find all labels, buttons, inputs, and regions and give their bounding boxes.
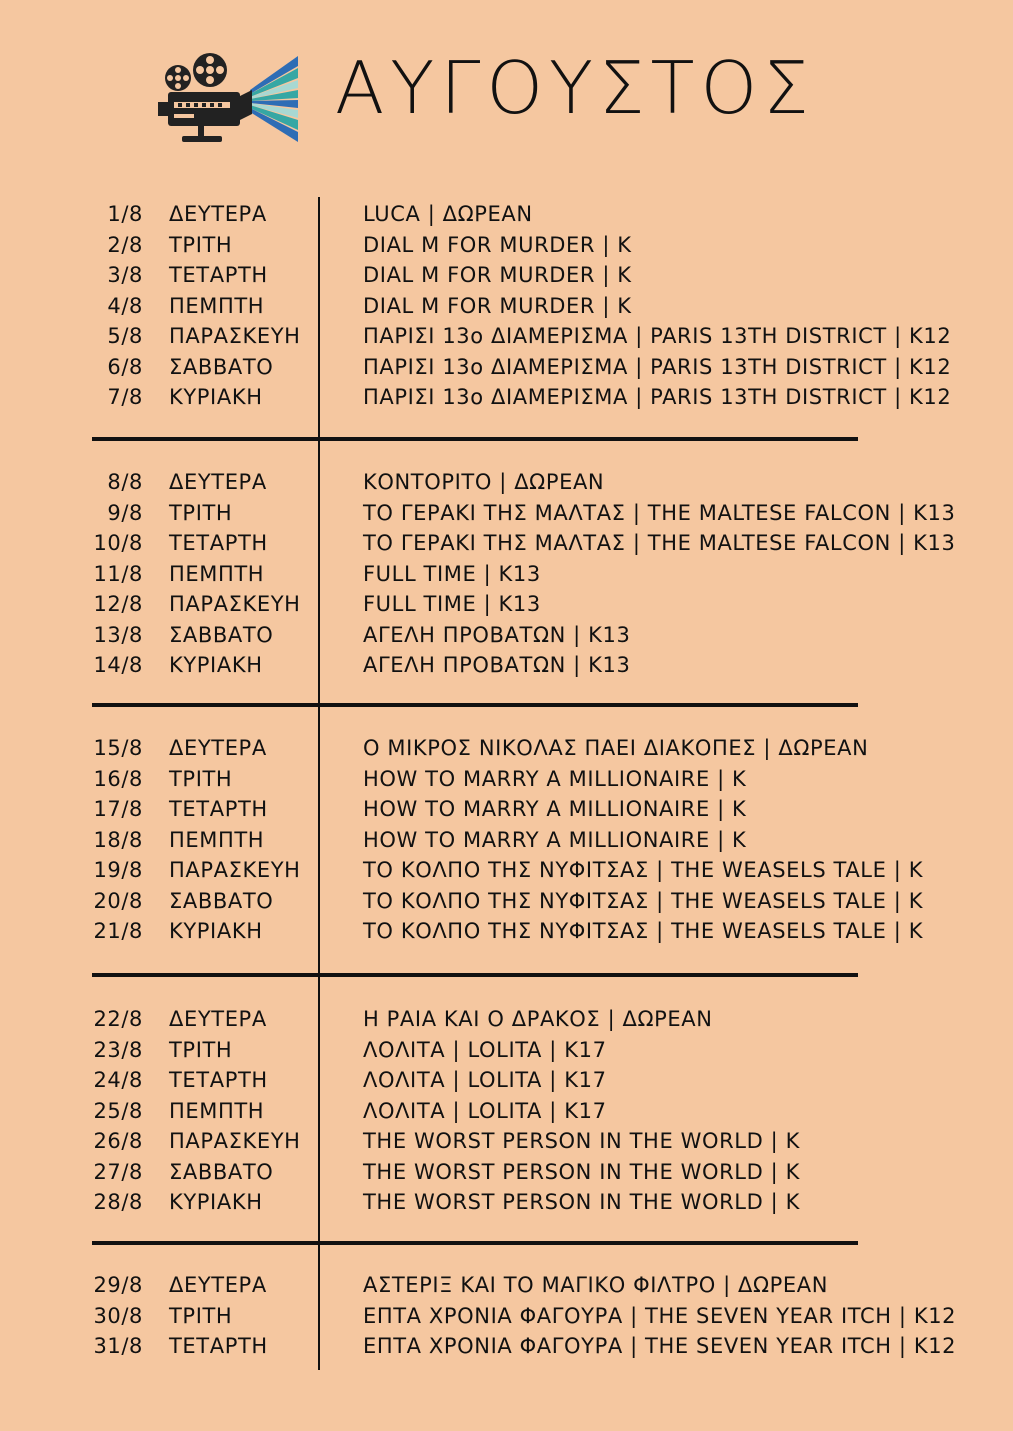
row-date: 10/8 [93, 531, 143, 556]
schedule-row [0, 1301, 1013, 1331]
row-day: ΣΑΒΒΑΤΟ [169, 888, 274, 913]
schedule-row [0, 1157, 1013, 1187]
schedule-row [0, 825, 1013, 855]
row-date: 4/8 [107, 293, 143, 318]
row-day: ΚΥΡΙΑΚΗ [169, 385, 263, 410]
row-day: ΣΑΒΒΑΤΟ [169, 354, 274, 379]
row-date: 24/8 [93, 1068, 143, 1093]
light-beam [250, 56, 298, 142]
schedule-row [0, 291, 1013, 321]
row-day: ΔΕΥΤΕΡΑ [169, 1007, 267, 1031]
row-day: ΚΥΡΙΑΚΗ [169, 1190, 263, 1215]
schedule-row [0, 352, 1013, 382]
row-day: ΤΕΤΑΡΤΗ [169, 797, 268, 822]
week-separator [92, 1241, 858, 1245]
row-date: 30/8 [93, 1303, 143, 1328]
row-date: 8/8 [107, 470, 143, 494]
row-day: ΠΑΡΑΣΚΕΥΗ [169, 1129, 301, 1154]
row-film: LUCA | ΔΩΡΕΑΝ [363, 202, 533, 226]
schedule-row [0, 260, 1013, 290]
row-day: ΔΕΥΤΕΡΑ [169, 736, 267, 760]
header [0, 0, 1013, 170]
row-date: 18/8 [93, 827, 143, 852]
schedule-row [0, 498, 1013, 528]
row-date: 3/8 [107, 263, 143, 288]
page-title: ΑΥΓΟΥΣΤΟΣ [335, 46, 815, 130]
row-day: ΚΥΡΙΑΚΗ [169, 919, 263, 944]
row-day: ΚΥΡΙΑΚΗ [169, 653, 263, 678]
row-day: ΣΑΒΒΑΤΟ [169, 622, 274, 647]
row-film: THE WORST PERSON IN THE WORLD | K [363, 1190, 800, 1215]
schedule-row [0, 733, 1013, 763]
schedule-row [0, 589, 1013, 619]
row-day: ΣΑΒΒΑΤΟ [169, 1159, 274, 1184]
row-film: ΕΠΤΑ ΧΡΟΝΙΑ ΦΑΓΟΥΡΑ | THE SEVEN YEAR ITCH | K12 [363, 1334, 957, 1359]
schedule-row [0, 528, 1013, 558]
schedule-row [0, 794, 1013, 824]
row-film: DIAL M FOR MURDER | K [363, 293, 632, 318]
row-date: 31/8 [93, 1334, 143, 1359]
row-film: FULL TIME | K13 [363, 561, 541, 586]
row-date: 29/8 [93, 1273, 143, 1297]
row-day: ΤΕΤΑΡΤΗ [169, 531, 268, 556]
schedule-row [0, 382, 1013, 412]
row-film: DIAL M FOR MURDER | K [363, 263, 632, 288]
row-day: ΠΕΜΠΤΗ [169, 1098, 265, 1123]
row-film: ΤΟ ΚΟΛΠΟ ΤΗΣ ΝΥΦΙΤΣΑΣ | THE WEASELS TALE | K [363, 888, 924, 913]
film-reel-large [193, 53, 227, 87]
row-film: ΑΓΕΛΗ ΠΡΟΒΑΤΩΝ | K13 [363, 653, 631, 678]
row-film: ΛΟΛΙΤΑ | LOLITA | K17 [363, 1037, 607, 1062]
row-date: 5/8 [107, 324, 143, 349]
row-film: Η ΡΑΙΑ ΚΑΙ Ο ΔΡΑΚΟΣ | ΔΩΡΕΑΝ [363, 1007, 713, 1031]
row-film: ΠΑΡΙΣΙ 13ο ΔΙΑΜΕΡΙΣΜΑ | PARIS 13TH DISTRICT | K12 [363, 385, 952, 410]
row-film: ΤΟ ΓΕΡΑΚΙ ΤΗΣ ΜΑΛΤΑΣ | THE MALTESE FALCON | K13 [363, 500, 956, 525]
row-day: ΤΕΤΑΡΤΗ [169, 1068, 268, 1093]
row-film: HOW TO MARRY A MILLIONAIRE | K [363, 827, 747, 852]
row-film: ΤΟ ΚΟΛΠΟ ΤΗΣ ΝΥΦΙΤΣΑΣ | THE WEASELS TALE | K [363, 858, 924, 883]
row-date: 23/8 [93, 1037, 143, 1062]
row-film: ΛΟΛΙΤΑ | LOLITA | K17 [363, 1068, 607, 1093]
row-day: ΔΕΥΤΕΡΑ [169, 470, 267, 494]
row-day: ΠΕΜΠΤΗ [169, 827, 265, 852]
row-day: ΠΑΡΑΣΚΕΥΗ [169, 858, 301, 883]
row-film: HOW TO MARRY A MILLIONAIRE | K [363, 766, 747, 791]
row-film: HOW TO MARRY A MILLIONAIRE | K [363, 797, 747, 822]
row-day: ΤΡΙΤΗ [169, 766, 233, 791]
schedule-row [0, 1004, 1013, 1034]
row-film: ΛΟΛΙΤΑ | LOLITA | K17 [363, 1098, 607, 1123]
schedule-row [0, 764, 1013, 794]
schedule-row [0, 321, 1013, 351]
row-date: 9/8 [107, 500, 143, 525]
schedule-row [0, 1096, 1013, 1126]
week-separator [92, 703, 858, 707]
schedule-row [0, 1331, 1013, 1361]
row-day: ΠΕΜΠΤΗ [169, 293, 265, 318]
row-date: 13/8 [93, 622, 143, 647]
row-film: ΕΠΤΑ ΧΡΟΝΙΑ ΦΑΓΟΥΡΑ | THE SEVEN YEAR ITCH | K12 [363, 1303, 957, 1328]
row-day: ΔΕΥΤΕΡΑ [169, 1273, 267, 1297]
schedule-row [0, 620, 1013, 650]
row-day: ΤΕΤΑΡΤΗ [169, 263, 268, 288]
row-day: ΠΑΡΑΣΚΕΥΗ [169, 324, 301, 349]
schedule-row [0, 1126, 1013, 1156]
row-day: ΤΡΙΤΗ [169, 1303, 233, 1328]
schedule-row [0, 467, 1013, 497]
row-date: 7/8 [107, 385, 143, 410]
row-day: ΤΡΙΤΗ [169, 500, 233, 525]
row-date: 12/8 [93, 592, 143, 617]
schedule-row [0, 650, 1013, 680]
row-date: 1/8 [107, 202, 143, 226]
schedule-row [0, 916, 1013, 946]
film-projector-icon [158, 52, 300, 146]
row-date: 15/8 [93, 736, 143, 760]
schedule-row [0, 199, 1013, 229]
schedule-row [0, 1187, 1013, 1217]
row-date: 22/8 [93, 1007, 143, 1031]
row-day: ΔΕΥΤΕΡΑ [169, 202, 267, 226]
row-film: ΠΑΡΙΣΙ 13ο ΔΙΑΜΕΡΙΣΜΑ | PARIS 13TH DISTRICT | K12 [363, 324, 952, 349]
schedule-row [0, 1035, 1013, 1065]
row-date: 21/8 [93, 919, 143, 944]
row-date: 27/8 [93, 1159, 143, 1184]
schedule-row [0, 230, 1013, 260]
row-day: ΠΑΡΑΣΚΕΥΗ [169, 592, 301, 617]
row-date: 20/8 [93, 888, 143, 913]
schedule-row [0, 855, 1013, 885]
row-film: ΑΣΤΕΡΙΞ ΚΑΙ ΤΟ ΜΑΓΙΚΟ ΦΙΛΤΡΟ | ΔΩΡΕΑΝ [363, 1273, 829, 1297]
week-separator [92, 437, 858, 441]
row-date: 14/8 [93, 653, 143, 678]
row-date: 17/8 [93, 797, 143, 822]
film-reel-small [165, 65, 191, 91]
row-film: FULL TIME | K13 [363, 592, 541, 617]
row-film: THE WORST PERSON IN THE WORLD | K [363, 1159, 800, 1184]
row-date: 2/8 [107, 232, 143, 257]
row-date: 11/8 [93, 561, 143, 586]
schedule-row [0, 1270, 1013, 1300]
row-date: 25/8 [93, 1098, 143, 1123]
schedule-row [0, 886, 1013, 916]
row-date: 28/8 [93, 1190, 143, 1215]
row-film: ΑΓΕΛΗ ΠΡΟΒΑΤΩΝ | K13 [363, 622, 631, 647]
row-day: ΤΕΤΑΡΤΗ [169, 1334, 268, 1359]
row-film: DIAL M FOR MURDER | K [363, 232, 632, 257]
row-film: ΠΑΡΙΣΙ 13ο ΔΙΑΜΕΡΙΣΜΑ | PARIS 13TH DISTRICT | K12 [363, 354, 952, 379]
row-film: ΚΟΝΤΟΡΙΤΟ | ΔΩΡΕΑΝ [363, 470, 605, 494]
row-day: ΤΡΙΤΗ [169, 232, 233, 257]
row-film: ΤΟ ΓΕΡΑΚΙ ΤΗΣ ΜΑΛΤΑΣ | THE MALTESE FALCON | K13 [363, 531, 956, 556]
week-separator [92, 973, 858, 977]
row-date: 26/8 [93, 1129, 143, 1154]
schedule-row [0, 559, 1013, 589]
row-film: Ο ΜΙΚΡΟΣ ΝΙΚΟΛΑΣ ΠΑΕΙ ΔΙΑΚΟΠΕΣ | ΔΩΡΕΑΝ [363, 736, 869, 760]
row-date: 6/8 [107, 354, 143, 379]
row-day: ΠΕΜΠΤΗ [169, 561, 265, 586]
row-date: 19/8 [93, 858, 143, 883]
row-film: THE WORST PERSON IN THE WORLD | K [363, 1129, 800, 1154]
row-day: ΤΡΙΤΗ [169, 1037, 233, 1062]
row-film: ΤΟ ΚΟΛΠΟ ΤΗΣ ΝΥΦΙΤΣΑΣ | THE WEASELS TALE | K [363, 919, 924, 944]
schedule-row [0, 1065, 1013, 1095]
row-date: 16/8 [93, 766, 143, 791]
